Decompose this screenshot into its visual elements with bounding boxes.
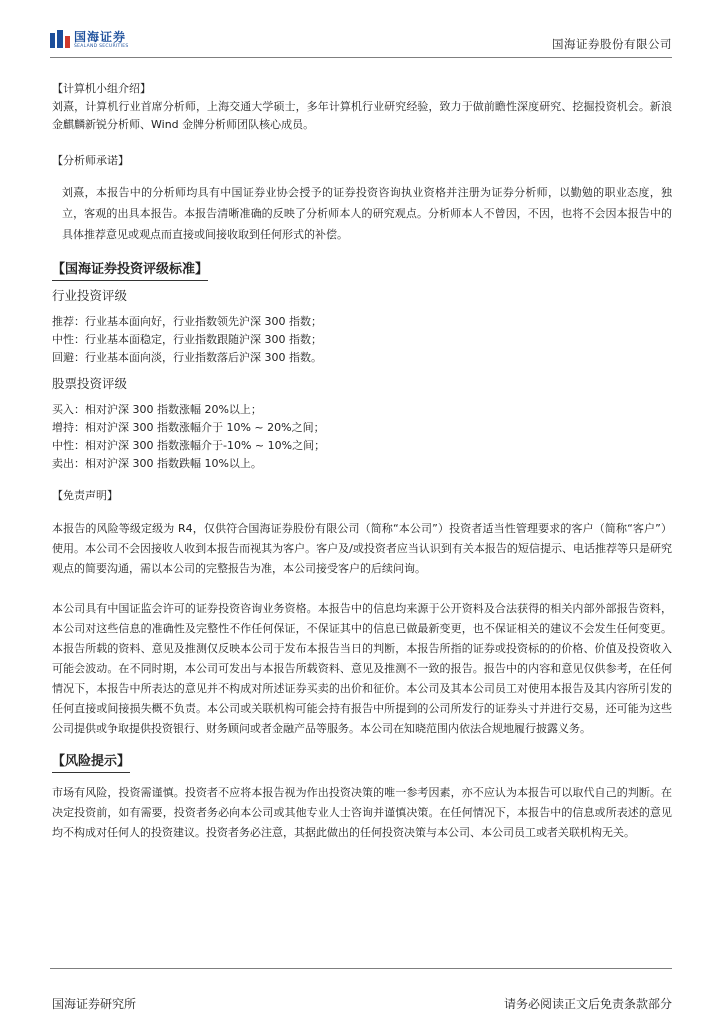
footer-divider (50, 968, 672, 969)
industry-rating-title: 行业投资评级 (52, 288, 128, 303)
stock-rating-item: 买入：相对沪深 300 指数涨幅 20%以上； (52, 403, 262, 416)
stock-rating-item: 增持：相对沪深 300 指数涨幅介于 10% ~ 20%之间； (52, 421, 325, 434)
stock-rating-title: 股票投资评级 (52, 376, 128, 391)
intro-text: 刘熹，计算机行业首席分析师，上海交通大学硕士，多年计算机行业研究经验，致力于做前瞻性深度研究、挖掘投资机会。新浪金麒麟新锐分析师、Wind 金牌分析师团队核心成员。 (52, 100, 672, 131)
disclaimer-paragraph-1: 本报告的风险等级定级为 R4，仅供符合国海证券股份有限公司（简称“本公司”）投资者适当性管理要求的客户（简称“客户”）使用。本公司不会因接收人收到本报告而视其为客户。客户及/或投资者应当认识到有关本报告的短信提示、电话推荐等只是研究观点的简要沟通，需以本公司的完整报告为准，本公司接受客户的后续问询。 (52, 522, 672, 575)
risk-text: 市场有风险，投资需谨慎。投资者不应将本报告视为作出投资决策的唯一参考因素，亦不应认为本报告可以取代自己的判断。在决定投资前，如有需要，投资者务必向本公司或其他专业人士咨询并谨慎决策。在任何情况下，本报告中的信息或所表述的意见均不构成对任何人的投资建议。投资者务必注意，其据此做出的任何投资决策与本公司、本公司员工或者关联机构无关。 (52, 786, 672, 839)
disclaimer-title: 【免责声明】 (52, 489, 118, 502)
document-body (52, 80, 672, 843)
page-header (50, 28, 672, 56)
stock-rating-item: 卖出：相对沪深 300 指数跌幅 10%以上。 (52, 457, 262, 470)
pledge-title: 【分析师承诺】 (52, 154, 129, 167)
intro-title: 【计算机小组介绍】 (52, 82, 151, 95)
logo-chinese-text: 国海证券 (74, 29, 127, 44)
company-logo (50, 30, 129, 50)
pledge-text: 刘熹，本报告中的分析师均具有中国证券业协会授予的证券投资咨询执业资格并注册为证券分析师，以勤勉的职业态度，独立，客观的出具本报告。本报告清晰准确的反映了分析师本人的研究观点。分析师本人不曾因，不因，也将不会因本报告中的具体推荐意见或观点而直接或间接收取到任何形式的补偿。 (62, 186, 672, 241)
stock-rating-item: 中性：相对沪深 300 指数涨幅介于-10% ~ 10%之间； (52, 439, 326, 452)
rating-title: 【国海证券投资评级标准】 (52, 261, 208, 281)
header-divider (50, 57, 672, 58)
logo-english-text: SEALAND SECURITIES (74, 43, 129, 49)
industry-rating-item: 中性：行业基本面稳定，行业指数跟随沪深 300 指数； (52, 333, 322, 346)
industry-rating-item: 推荐：行业基本面向好，行业指数领先沪深 300 指数； (52, 315, 322, 328)
disclaimer-paragraph-2: 本公司具有中国证监会许可的证券投资咨询业务资格。本报告中的信息均来源于公开资料及合法获得的相关内部外部报告资料，本公司对这些信息的准确性及完整性不作任何保证，不保证其中的信息已做最新变更，也不保证相关的建议不会发生任何变更。本报告所载的资料、意见及推测仅反映本公司于发布本报告当日的判断，本报告所指的证券或投资标的的价格、价值及投资收入可能会波动。在不同时期，本公司可发出与本报告所载资料、意见及推测不一致的报告。报告中的内容和意见仅供参考，在任何情况下，本报告中所表达的意见并不构成对所述证券买卖的出价和征价。本公司及其本公司员工对使用本报告及其内容所引发的任何直接或间接损失概不负责。本公司或关联机构可能会持有报告中所提到的公司所发行的证券头寸并进行交易，还可能为这些公司提供或争取提供投资银行、财务顾问或者金融产品等服务。本公司在知晓范围内依法合规地履行披露义务。 (52, 602, 672, 735)
header-company-name: 国海证券股份有限公司 (552, 37, 672, 51)
industry-rating-item: 回避：行业基本面向淡，行业指数落后沪深 300 指数。 (52, 351, 322, 364)
footer-institute: 国海证券研究所 (52, 997, 137, 1011)
footer-notice: 请务必阅读正文后免责条款部分 (503, 997, 672, 1011)
risk-title: 【风险提示】 (52, 753, 130, 773)
logo-mark-icon (50, 30, 70, 50)
